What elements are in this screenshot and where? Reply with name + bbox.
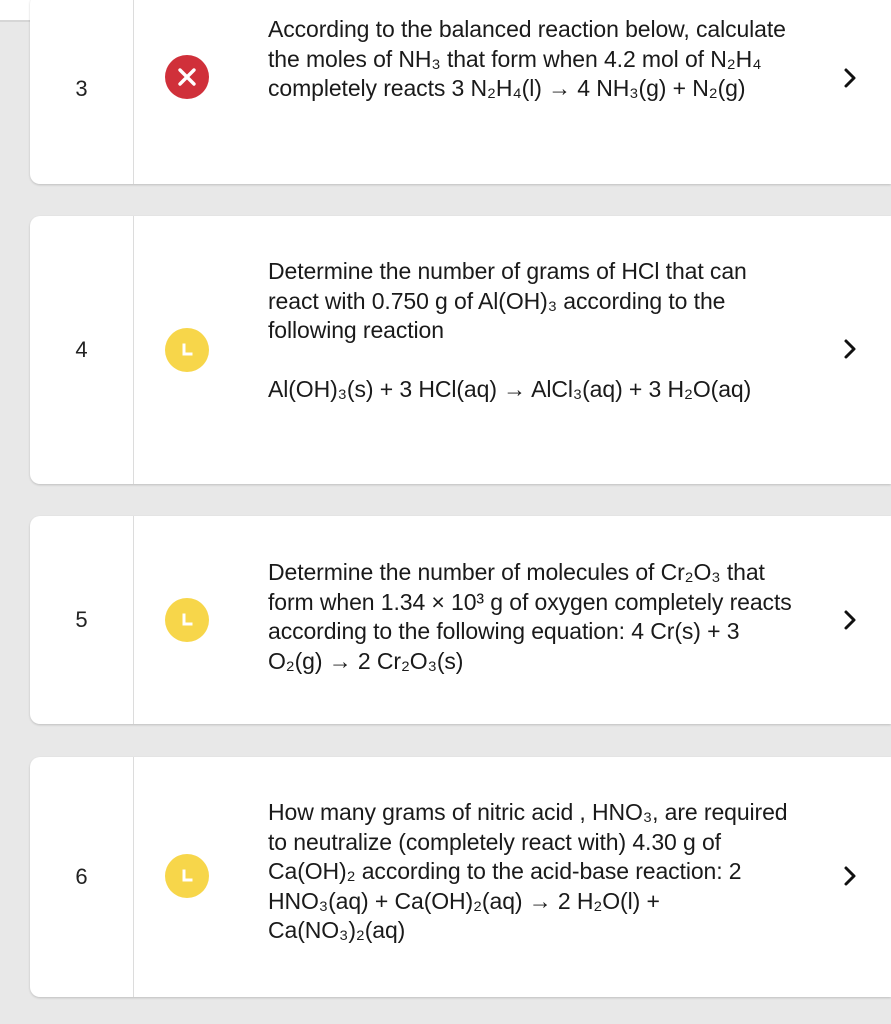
chevron-right-icon[interactable] [840, 864, 860, 888]
question-text [268, 798, 798, 946]
question-paragraph: Determine the number of grams of HCl that can react with 0.750 g of Al(OH)₃ according to the following reaction [268, 258, 747, 343]
question-number: 4 [75, 337, 88, 362]
question-text [268, 558, 798, 676]
question-paragraph: How many grams of nitric acid , HNO₃, are required to neutralize (completely react with) 4.30 g of Ca(OH)₂ according to the acid-base reaction: 2 HNO₃(aq) + Ca(OH)₂(aq) → 2 H₂O(l) + Ca(NO₃)₂(aq) [268, 799, 788, 943]
question-text [268, 15, 798, 104]
question-row-5[interactable] [30, 516, 891, 724]
question-number: 5 [75, 607, 88, 632]
question-number: 3 [75, 76, 88, 101]
chevron-right-icon[interactable] [840, 66, 860, 90]
late-badge-icon [165, 328, 209, 372]
late-badge-icon [165, 598, 209, 642]
question-row-6[interactable] [30, 757, 891, 997]
question-equation: Al(OH)₃(s) + 3 HCl(aq) → AlCl₃(aq) + 3 H₂O(aq) [268, 375, 752, 402]
question-row-3[interactable] [30, 0, 891, 184]
question-number: 6 [75, 864, 88, 889]
question-number-cell [30, 216, 134, 484]
question-number-cell [30, 516, 134, 724]
question-number-cell [30, 0, 134, 184]
question-paragraph: Determine the number of molecules of Cr₂O₃ that form when 1.34 × 10³ g of oxygen completely reacts according to the following equation: 4 Cr(s) + 3 O₂(g) → 2 Cr₂O₃(s) [268, 559, 792, 674]
question-number-cell [30, 757, 134, 997]
question-paragraph: According to the balanced reaction below, calculate the moles of NH₃ that form when 4.2 mol of N₂H₄ completely reacts 3 N₂H₄(l) → 4 NH₃(g) + N₂(g) [268, 16, 786, 101]
chevron-right-icon[interactable] [840, 337, 860, 361]
late-badge-icon [165, 854, 209, 898]
x-circle-icon [165, 55, 209, 99]
question-text [268, 257, 798, 404]
chevron-right-icon[interactable] [840, 608, 860, 632]
question-row-4[interactable] [30, 216, 891, 484]
